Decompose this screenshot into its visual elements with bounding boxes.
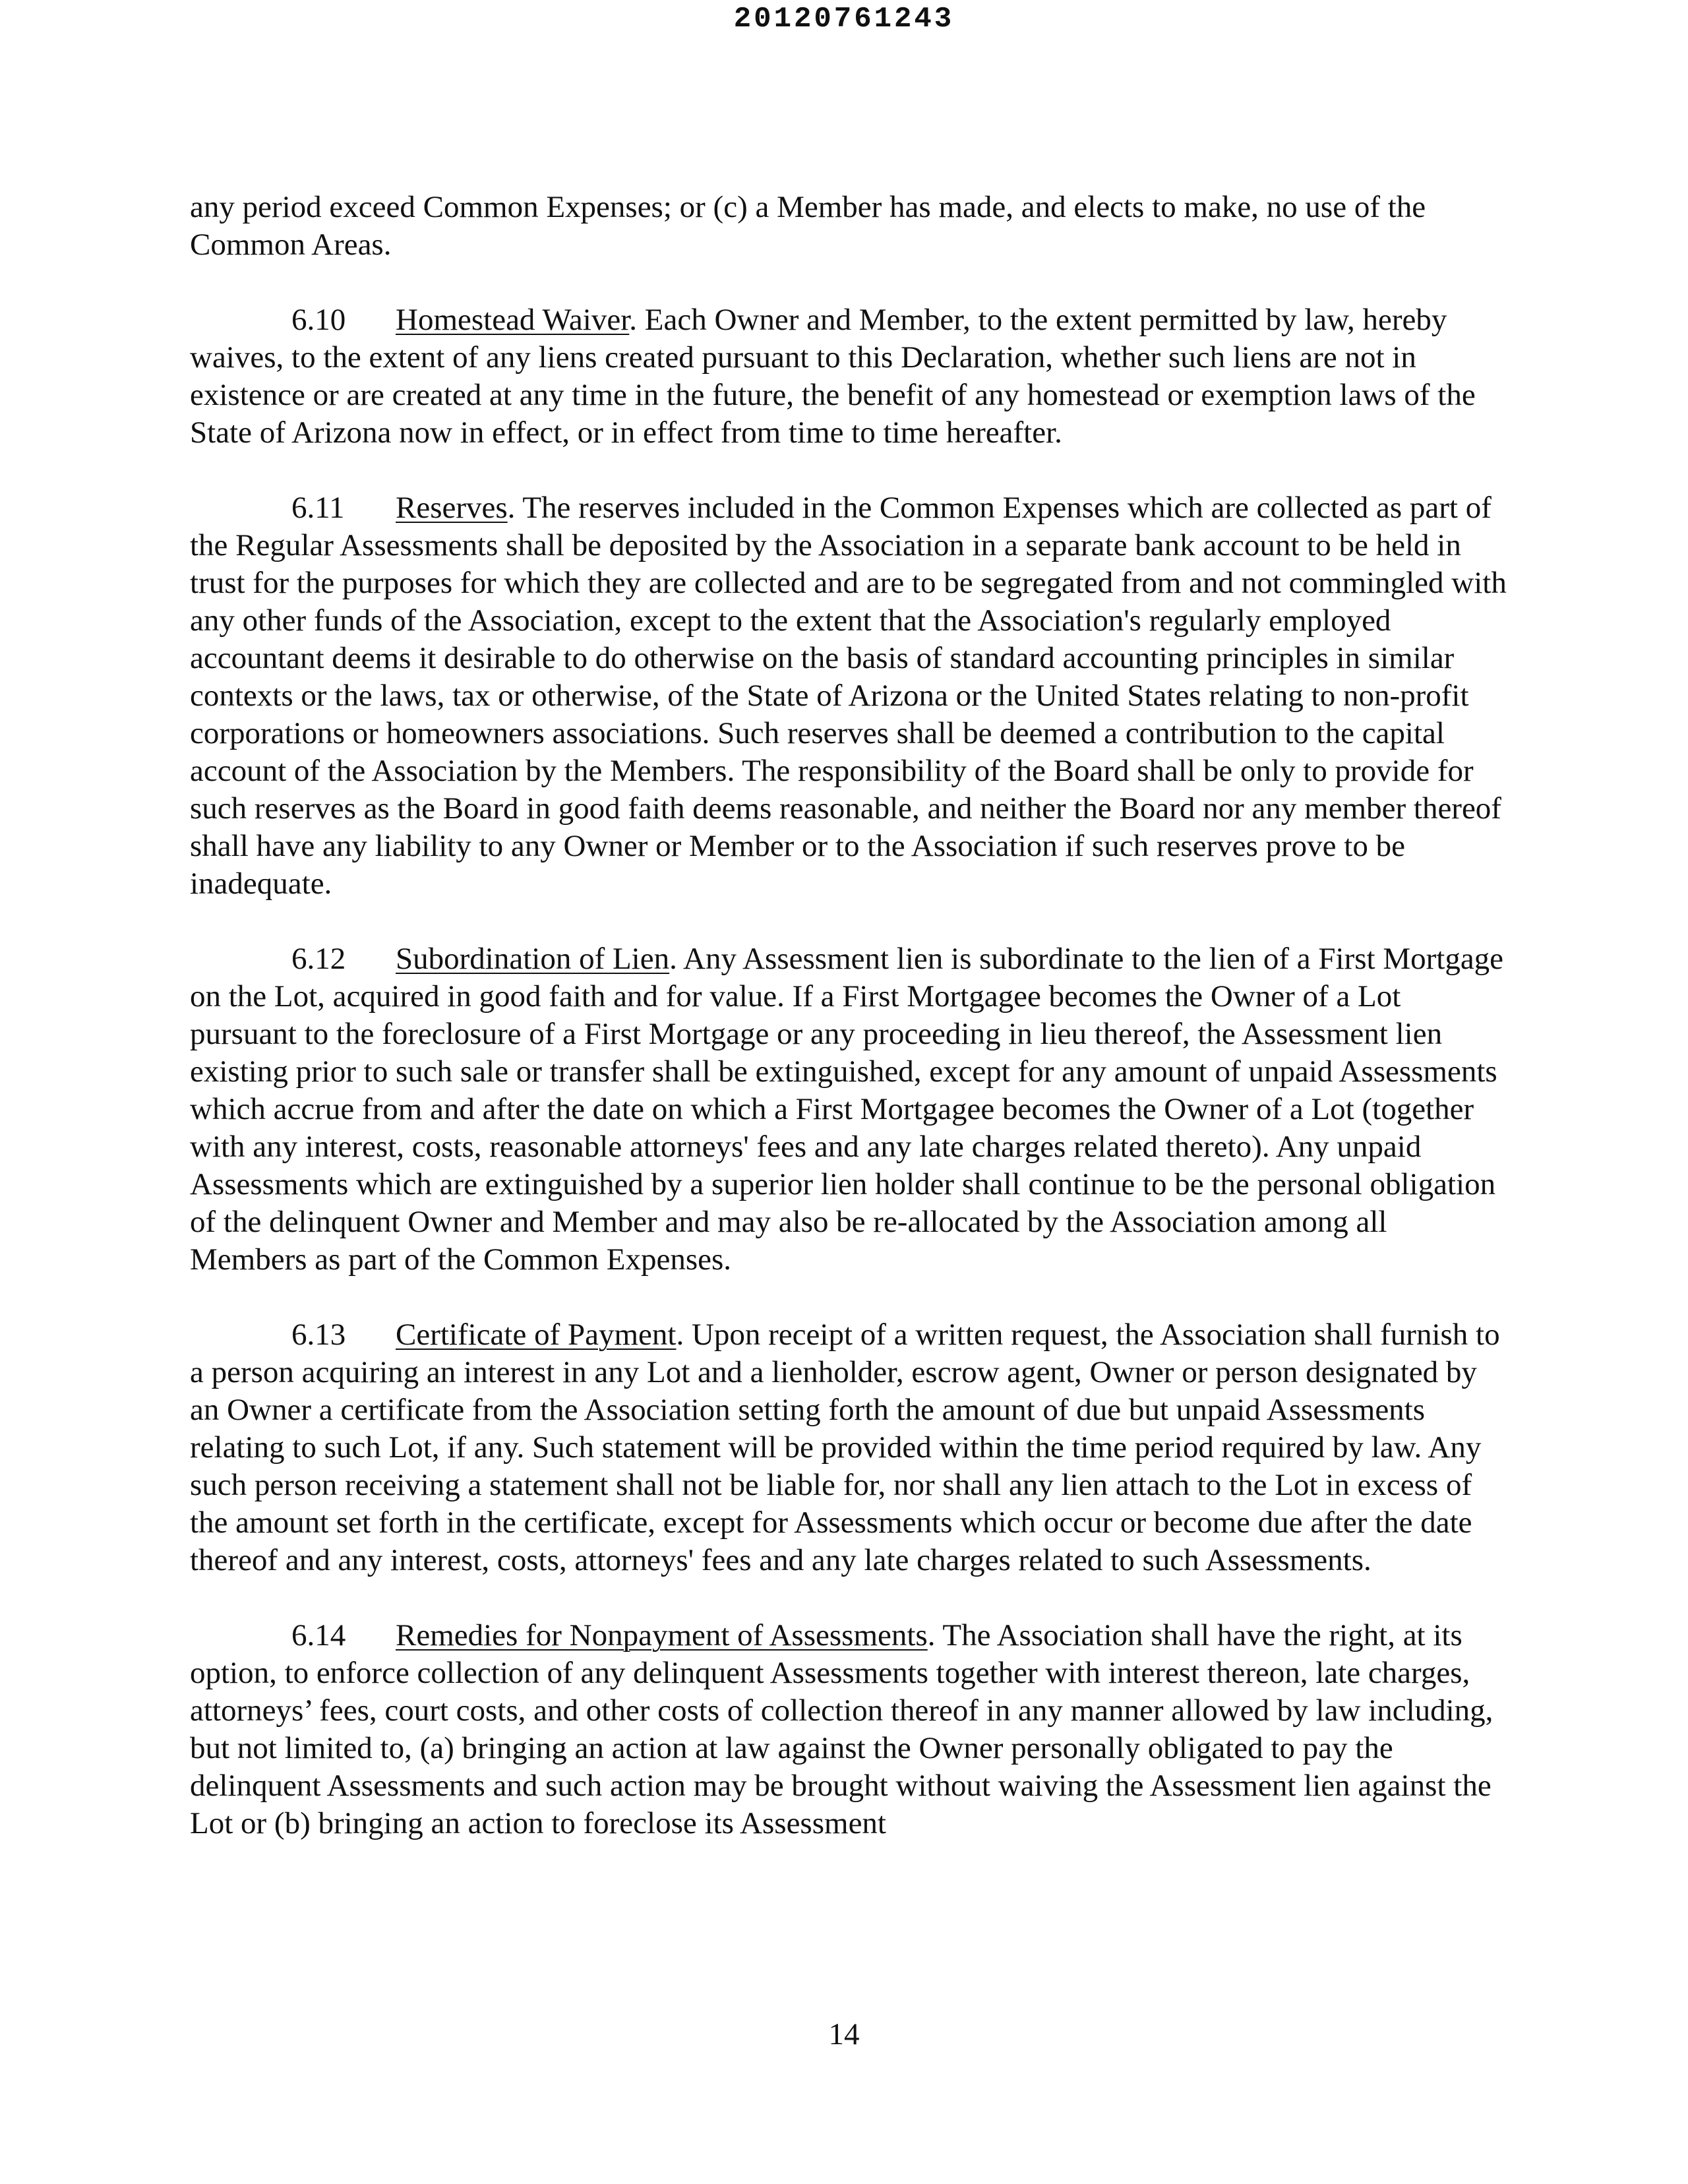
section-6-10 (190, 301, 1509, 452)
paragraph-text: . The reserves included in the Common Expenses which are collected as part of the Regular Assessments shall be deposited by the Association in a separate bank account to be held in trust for the purposes for which they are collected and are to be segregated from and not commingled with any other funds of the Association, except to the extent that the Association's regularly employed accountant deems it desirable to do otherwise on the basis of standard accounting principles in similar contexts or the laws, tax or otherwise, of the State of Arizona or the United States relating to non-profit corporations or homeowners associations. Such reserves shall be deemed a contribution to the capital account of the Association by the Members. The responsibility of the Board shall be only to provide for such reserves as the Board in good faith deems reasonable, and neither the Board nor any member thereof shall have any liability to any Owner or Member or to the Association if such reserves prove to be inadequate. (190, 491, 1507, 901)
section-heading: Subordination of Lien (396, 942, 670, 976)
section-heading: Remedies for Nonpayment of Assessments (396, 1618, 928, 1653)
paragraph-text: . Each Owner and Member, to the extent permitted by law, hereby waives, to the extent of any liens created pursuant to this Declaration, whether such liens are not in existence or are created at any time in the future, the benefit of any homestead or exemption laws of the State of Arizona now in effect, or in effect from time to time hereafter. (190, 303, 1476, 450)
document-body (190, 189, 1509, 1880)
section-number: 6.14 (291, 1618, 346, 1653)
section-number: 6.12 (291, 942, 346, 976)
paragraph-text: . Upon receipt of a written request, the Association shall furnish to a person acquiring an interest in any Lot and a lienholder, escrow agent, Owner or person designated by an Owner a certificate from the Association setting forth the amount of due but unpaid Assessments relating to such Lot, if any. Such statement will be provided within the time period required by law. Any such person receiving a statement shall not be liable for, nor shall any lien attach to the Lot in excess of the amount set forth in the certificate, except for Assessments which occur or become due after the date thereof and any interest, costs, attorneys' fees and any late charges related to such Assessments. (190, 1318, 1500, 1577)
paragraph-text: . Any Assessment lien is subordinate to the lien of a First Mortgage on the Lot, acquired in good faith and for value. If a First Mortgagee becomes the Owner of a Lot pursuant to the foreclosure of a First Mortgage or any proceeding in lieu thereof, the Assessment lien existing prior to such sale or transfer shall be extinguished, except for any amount of unpaid Assessments which accrue from and after the date on which a First Mortgagee becomes the Owner of a Lot (together with any interest, costs, reasonable attorneys' fees and any late charges related thereto). Any unpaid Assessments which are extinguished by a superior lien holder shall continue to be the personal obligation of the delinquent Owner and Member and may also be re-allocated by the Association among all Members as part of the Common Expenses. (190, 942, 1504, 1277)
section-heading: Reserves (396, 491, 508, 525)
page-number: 14 (828, 2017, 860, 2051)
section-number: 6.13 (291, 1318, 346, 1352)
section-6-11 (190, 489, 1509, 903)
document-number: 20120761243 (733, 3, 955, 36)
section-6-13 (190, 1316, 1509, 1579)
section-6-14 (190, 1617, 1509, 1842)
section-number: 6.11 (291, 491, 345, 525)
section-6-12 (190, 940, 1509, 1279)
paragraph-continuation (190, 189, 1509, 264)
section-heading: Certificate of Payment (396, 1318, 677, 1352)
paragraph-text: . The Association shall have the right, at its option, to enforce collection of any delinquent Assessments together with interest thereon, late charges, attorneys’ fees, court costs, and other costs of collection thereof in any manner allowed by law including, but not limited to, (a) bringing an action at law against the Owner personally obligated to pay the delinquent Assessments and such action may be brought without waiving the Assessment lien against the Lot or (b) bringing an action to foreclose its Assessment (190, 1618, 1493, 1840)
paragraph-text: any period exceed Common Expenses; or (c) a Member has made, and elects to make, no use of the Common Areas. (190, 190, 1426, 262)
section-heading: Homestead Waiver (396, 303, 630, 337)
section-number: 6.10 (291, 303, 346, 337)
